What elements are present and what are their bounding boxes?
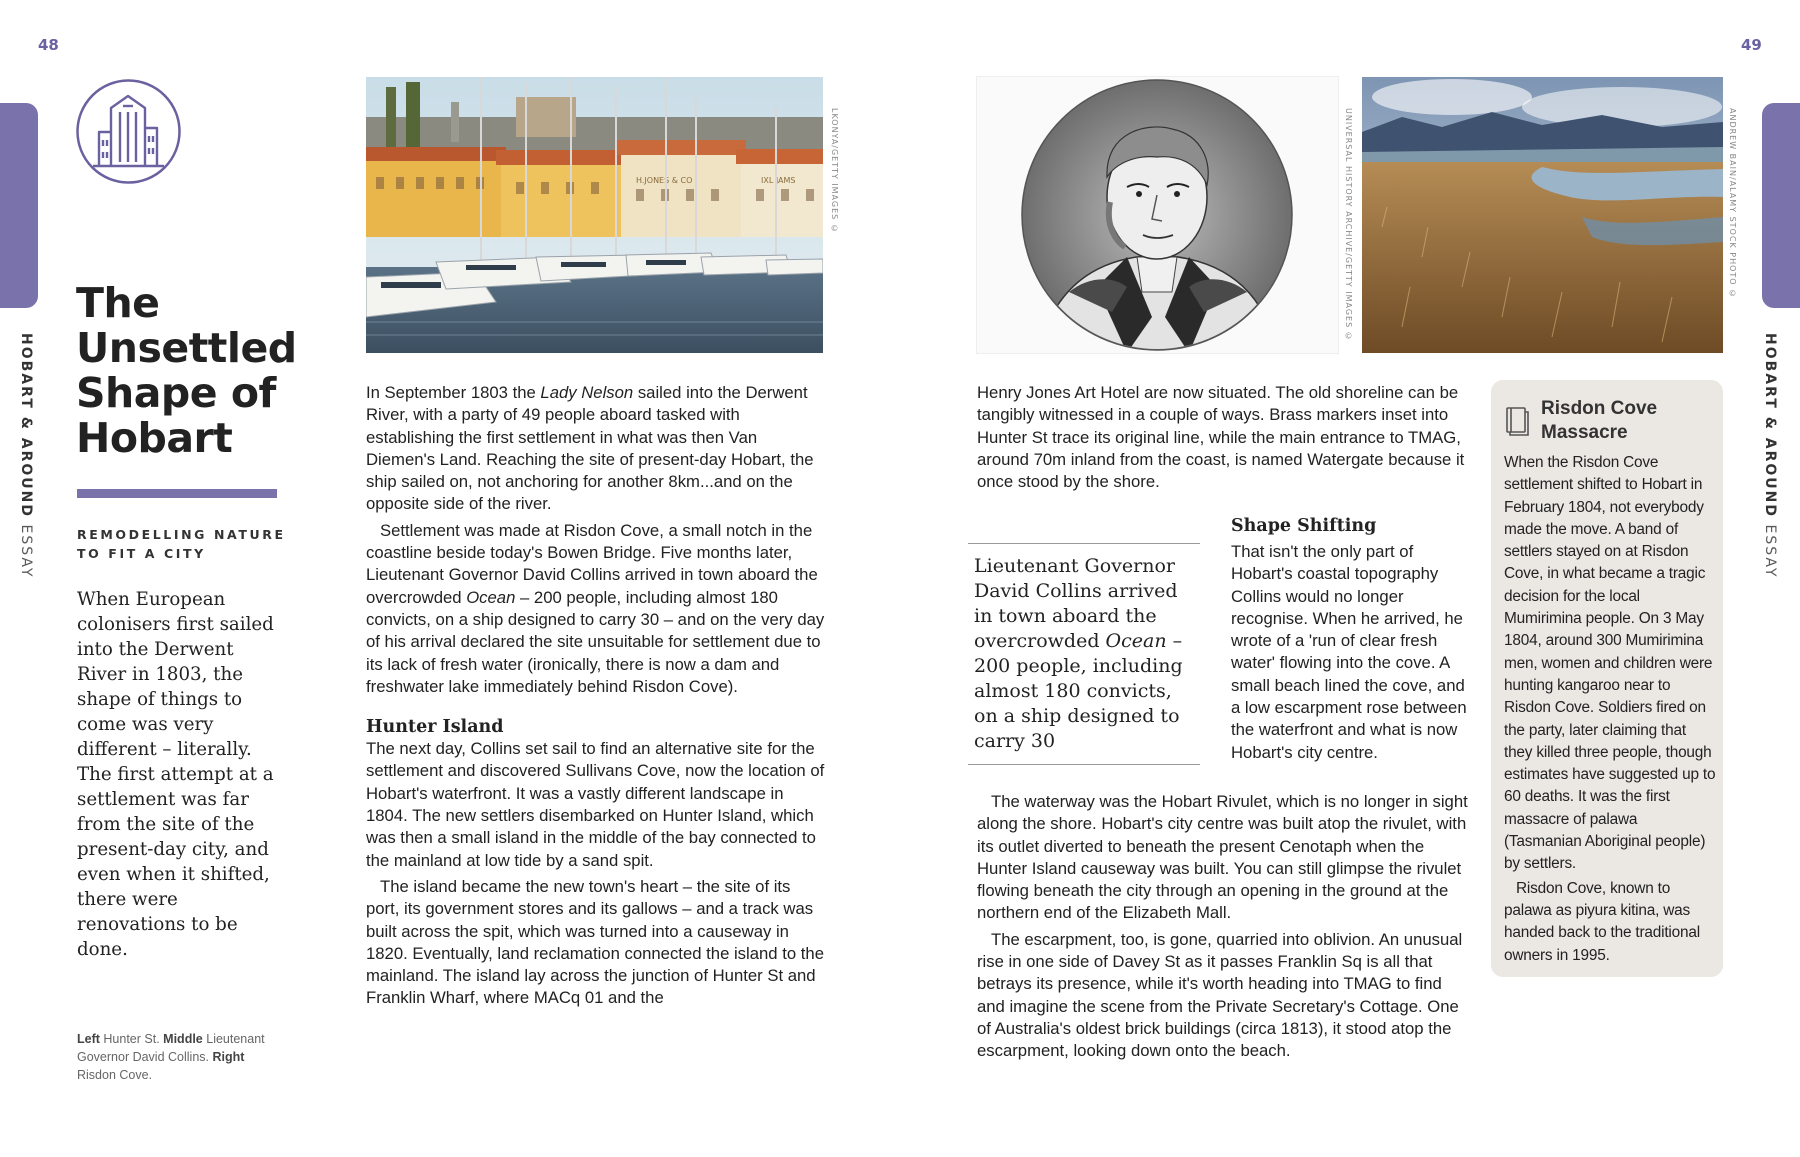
photo-credit-3: ANDREW BAIN/ALAMY STOCK PHOTO © xyxy=(1728,108,1737,300)
paragraph: Risdon Cove, known to palawa as piyura kitina, was handed back to the traditional owners in 1995. xyxy=(1504,879,1700,964)
left-section-tab xyxy=(0,103,38,308)
heading-hunter-island: Hunter Island xyxy=(366,717,504,738)
right-section-label: HOBART & AROUND ESSAY xyxy=(1762,333,1778,579)
heading-shape-shifting: Shape Shifting xyxy=(1231,516,1377,536)
left-section-label: HOBART & AROUND ESSAY xyxy=(18,333,34,579)
risdon-cove-sidebar xyxy=(1491,380,1723,977)
photo-caption: Left Hunter St. Middle Lieutenant Governor David Collins. Right Risdon Cove. xyxy=(77,1032,265,1082)
paragraph: Settlement was made at Risdon Cove, a small notch in the coastline beside today's Bowen Bridge. Five months later, Lieutenant Governor David Collins arrived in town aboard the overcrowded Ocean – 200 people, including almost 180 convicts, on a ship designed to carry 30 – and on the very day of his arrival declared the site unsuitable for settlement due to its lack of fresh water (ironically, there is now a dam and freshwater lake immediately behind Risdon Cove). xyxy=(366,520,825,696)
body-column-2-top xyxy=(977,382,1467,497)
sidebar-body xyxy=(1504,452,1716,969)
city-skyline-icon xyxy=(75,78,182,185)
sidebar-title: Risdon Cove Massacre xyxy=(1541,398,1658,443)
paragraph: When the Risdon Cove settlement shifted to Hobart in February 1804, not everybody made the move. A band of settlers stayed on at Risdon Cove, in what became a tragic decision for the local Mumirimina people. On 3 May 1804, around 300 Mumirimina men, women and children were hunting kangaroo near to Risdon Cove. Soldiers fired on the party, later claiming that they killed three people, though estimates have suggested up to 60 deaths. It was the first massacre of palawa (Tasmanian Aboriginal people) by settlers. xyxy=(1504,454,1716,873)
paragraph: In September 1803 the Lady Nelson sailed into the Derwent River, with a party of 49 people aboard tasked with establishing the first settlement in what was then Van Diemen's Land. Reaching the site of present-day Hobart, the ship sailed on, not anchoring for another 8km...and on the opposite side of the river. xyxy=(366,383,814,514)
body-column-1 xyxy=(366,382,828,1014)
pull-quote: Lieutenant Governor David Collins arrived in town aboard the overcrowded Ocean – 200 people, including almost 180 convicts, on a ship designed to carry 30 xyxy=(968,543,1200,765)
paragraph: The waterway was the Hobart Rivulet, which is no longer in sight along the shore. Hobart's city centre was built atop the rivulet, with its outlet diverted to beneath the present Cenotaph when the Hunter Island causeway was built. You can still glimpse the rivulet flowing beneath the city through an opening in the ground at the northern end of the Elizabeth Mall. xyxy=(977,792,1468,923)
paragraph: The island became the new town's heart – the site of its port, its government stores and its gallows – and a track was built across the spit, which was turned into a causeway in 1820. Eventually, land reclamation connected the island to the mainland. The island lay across the junction of Hunter St and Franklin Wharf, where MACq 01 and the xyxy=(366,876,824,1008)
paragraph: That isn't the only part of Hobart's coastal topography Collins would no longer recognise. When he arrived, he wrote of a 'run of clear fresh water' flowing into the cove. A small beach lined the cove, and a low escarpment rose between the waterfront and what is now Hobart's city centre. xyxy=(1231,542,1467,762)
left-page-number: 48 xyxy=(38,36,59,54)
risdon-cove-photo xyxy=(1362,77,1723,353)
paragraph: Henry Jones Art Hotel are now situated. The old shoreline can be tangibly witnessed in a couple of ways. Brass markers inset into Hunter St trace its original line, while the main entrance to TMAG, around 70m inland from the coast, is named Watergate because it once stood by the shore. xyxy=(977,383,1465,492)
title-rule xyxy=(77,489,277,498)
shape-shifting-section xyxy=(1231,515,1469,764)
essay-title: The Unsettled Shape of Hobart xyxy=(76,279,297,462)
right-page-number: 49 xyxy=(1741,36,1762,54)
building-sign-1: H.JONES & CO xyxy=(636,176,693,185)
photo-credit-1: LKONYA/GETTY IMAGES © xyxy=(830,108,839,234)
essay-intro: When European colonisers first sailed into the Derwent River in 1803, the shape of things to come was very different – literally. The first attempt at a settlement was far from the site of the present-day city, and even when it shifted, there were renovations to be done. xyxy=(77,589,274,960)
body-column-2-bottom xyxy=(977,791,1469,1067)
hunter-st-photo xyxy=(366,77,823,353)
right-section-tab xyxy=(1762,103,1800,308)
paragraph: The next day, Collins set sail to find an alternative site for the settlement and discovered Sullivans Cove, now the location of Hobart's waterfront. It was a vastly different landscape in 1804. The new settlers disembarked on Hunter Island, which was then a small island in the middle of the bay connected to the mainland at low tide by a sand spit. xyxy=(366,739,825,870)
paragraph: The escarpment, too, is gone, quarried into oblivion. An unusual rise in one side of Davey St as it passes Franklin Sq is all that betrays its presence, while it's worth heading into TMAG to find and imagine the scene from the Private Secretary's Cottage. One of Australia's oldest brick buildings (circa 1813), it stood atop the escarpment, looking down onto the beach. xyxy=(977,929,1463,1061)
collins-portrait xyxy=(977,77,1338,353)
building-sign-2: IXL JAMS xyxy=(761,176,796,185)
photo-credit-2: UNIVERSAL HISTORY ARCHIVE/GETTY IMAGES © xyxy=(1344,108,1353,342)
book-icon xyxy=(1503,406,1531,436)
essay-kicker: REMODELLING NATURE TO FIT A CITY xyxy=(77,527,286,561)
